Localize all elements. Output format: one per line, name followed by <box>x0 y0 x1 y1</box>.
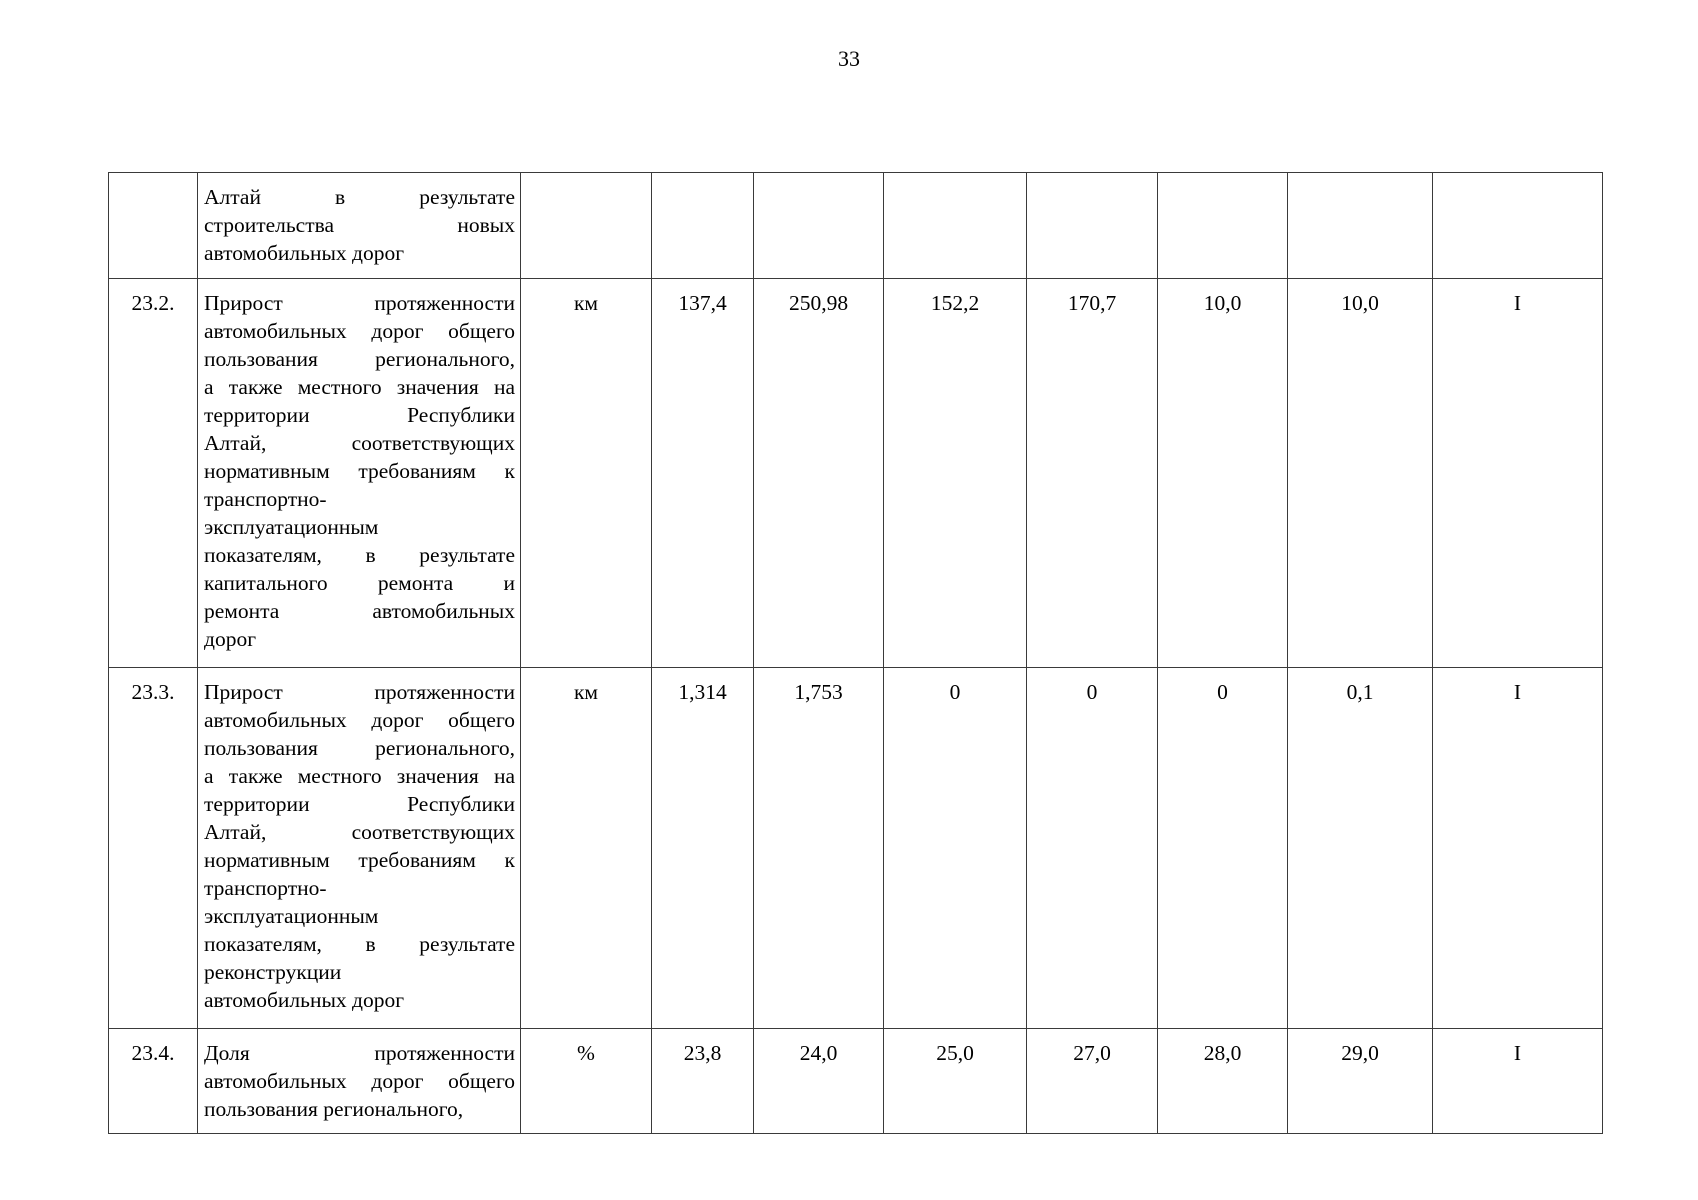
value-cell: 29,0 <box>1288 1029 1433 1134</box>
value-cell <box>1027 173 1158 279</box>
description-line: автомобильных дорог <box>204 241 405 265</box>
value-cell: 0 <box>884 668 1027 1029</box>
description-line: показателям, в результате <box>204 543 515 567</box>
value-cell: 1,314 <box>652 668 754 1029</box>
value-cell <box>652 173 754 279</box>
description-line: транспортно- <box>204 487 327 511</box>
value-cell: 10,0 <box>1288 279 1433 668</box>
value-cell: 0 <box>1027 668 1158 1029</box>
description-line: строительства новых <box>204 213 515 237</box>
description-line: ремонта автомобильных <box>204 599 515 623</box>
description-line: пользования регионального, <box>204 736 515 760</box>
description-line: автомобильных дорог общего <box>204 708 515 732</box>
description-line: капитального ремонта и <box>204 571 515 595</box>
description-line: эксплуатационным <box>204 515 379 539</box>
value-cell <box>1158 173 1288 279</box>
value-cell: 1,753 <box>754 668 884 1029</box>
description-line: территории Республики <box>204 403 515 427</box>
table-row <box>109 668 1603 1029</box>
value-cell: 24,0 <box>754 1029 884 1134</box>
unit-cell <box>521 173 652 279</box>
table-row <box>109 1029 1603 1134</box>
value-cell: 27,0 <box>1027 1029 1158 1134</box>
indicator-description-cell <box>198 279 521 668</box>
value-cell: 28,0 <box>1158 1029 1288 1134</box>
row-number-cell: 23.2. <box>109 279 198 668</box>
value-cell: 0,1 <box>1288 668 1433 1029</box>
unit-cell: % <box>521 1029 652 1134</box>
value-cell: 137,4 <box>652 279 754 668</box>
unit-cell: км <box>521 279 652 668</box>
description-line: а также местного значения на <box>204 375 515 399</box>
description-line: Алтай, соответствующих <box>204 431 515 455</box>
level-cell: I <box>1433 1029 1603 1134</box>
row-number-cell: 23.4. <box>109 1029 198 1134</box>
description-line: дорог <box>204 627 257 651</box>
value-cell <box>1288 173 1433 279</box>
level-cell <box>1433 173 1603 279</box>
description-line: автомобильных дорог общего <box>204 319 515 343</box>
value-cell: 23,8 <box>652 1029 754 1134</box>
value-cell: 250,98 <box>754 279 884 668</box>
indicator-description-cell <box>198 173 521 279</box>
value-cell <box>884 173 1027 279</box>
description-line: Доля протяженности <box>204 1041 515 1065</box>
table-row <box>109 279 1603 668</box>
value-cell: 170,7 <box>1027 279 1158 668</box>
description-line: транспортно- <box>204 876 327 900</box>
level-cell: I <box>1433 279 1603 668</box>
row-number-cell: 23.3. <box>109 668 198 1029</box>
description-line: автомобильных дорог общего <box>204 1069 515 1093</box>
description-line: Алтай в результате <box>204 185 515 209</box>
value-cell: 10,0 <box>1158 279 1288 668</box>
description-line: пользования регионального, <box>204 347 515 371</box>
description-line: Алтай, соответствующих <box>204 820 515 844</box>
table-body <box>109 173 1603 1134</box>
level-cell: I <box>1433 668 1603 1029</box>
description-line: Прирост протяженности <box>204 291 515 315</box>
indicator-description-cell <box>198 668 521 1029</box>
value-cell: 152,2 <box>884 279 1027 668</box>
value-cell <box>754 173 884 279</box>
description-line: показателям, в результате <box>204 932 515 956</box>
description-line: нормативным требованиям к <box>204 848 515 872</box>
table-row <box>109 173 1603 279</box>
description-line: реконструкции <box>204 960 342 984</box>
value-cell: 0 <box>1158 668 1288 1029</box>
description-line: а также местного значения на <box>204 764 515 788</box>
description-line: нормативным требованиям к <box>204 459 515 483</box>
indicator-description-cell <box>198 1029 521 1134</box>
description-line: пользования регионального, <box>204 1097 464 1121</box>
row-number-cell <box>109 173 198 279</box>
unit-cell: км <box>521 668 652 1029</box>
indicators-table <box>108 172 1603 1134</box>
value-cell: 25,0 <box>884 1029 1027 1134</box>
description-line: автомобильных дорог <box>204 988 405 1012</box>
description-line: Прирост протяженности <box>204 680 515 704</box>
page-number: 33 <box>838 46 860 71</box>
description-line: эксплуатационным <box>204 904 379 928</box>
description-line: территории Республики <box>204 792 515 816</box>
